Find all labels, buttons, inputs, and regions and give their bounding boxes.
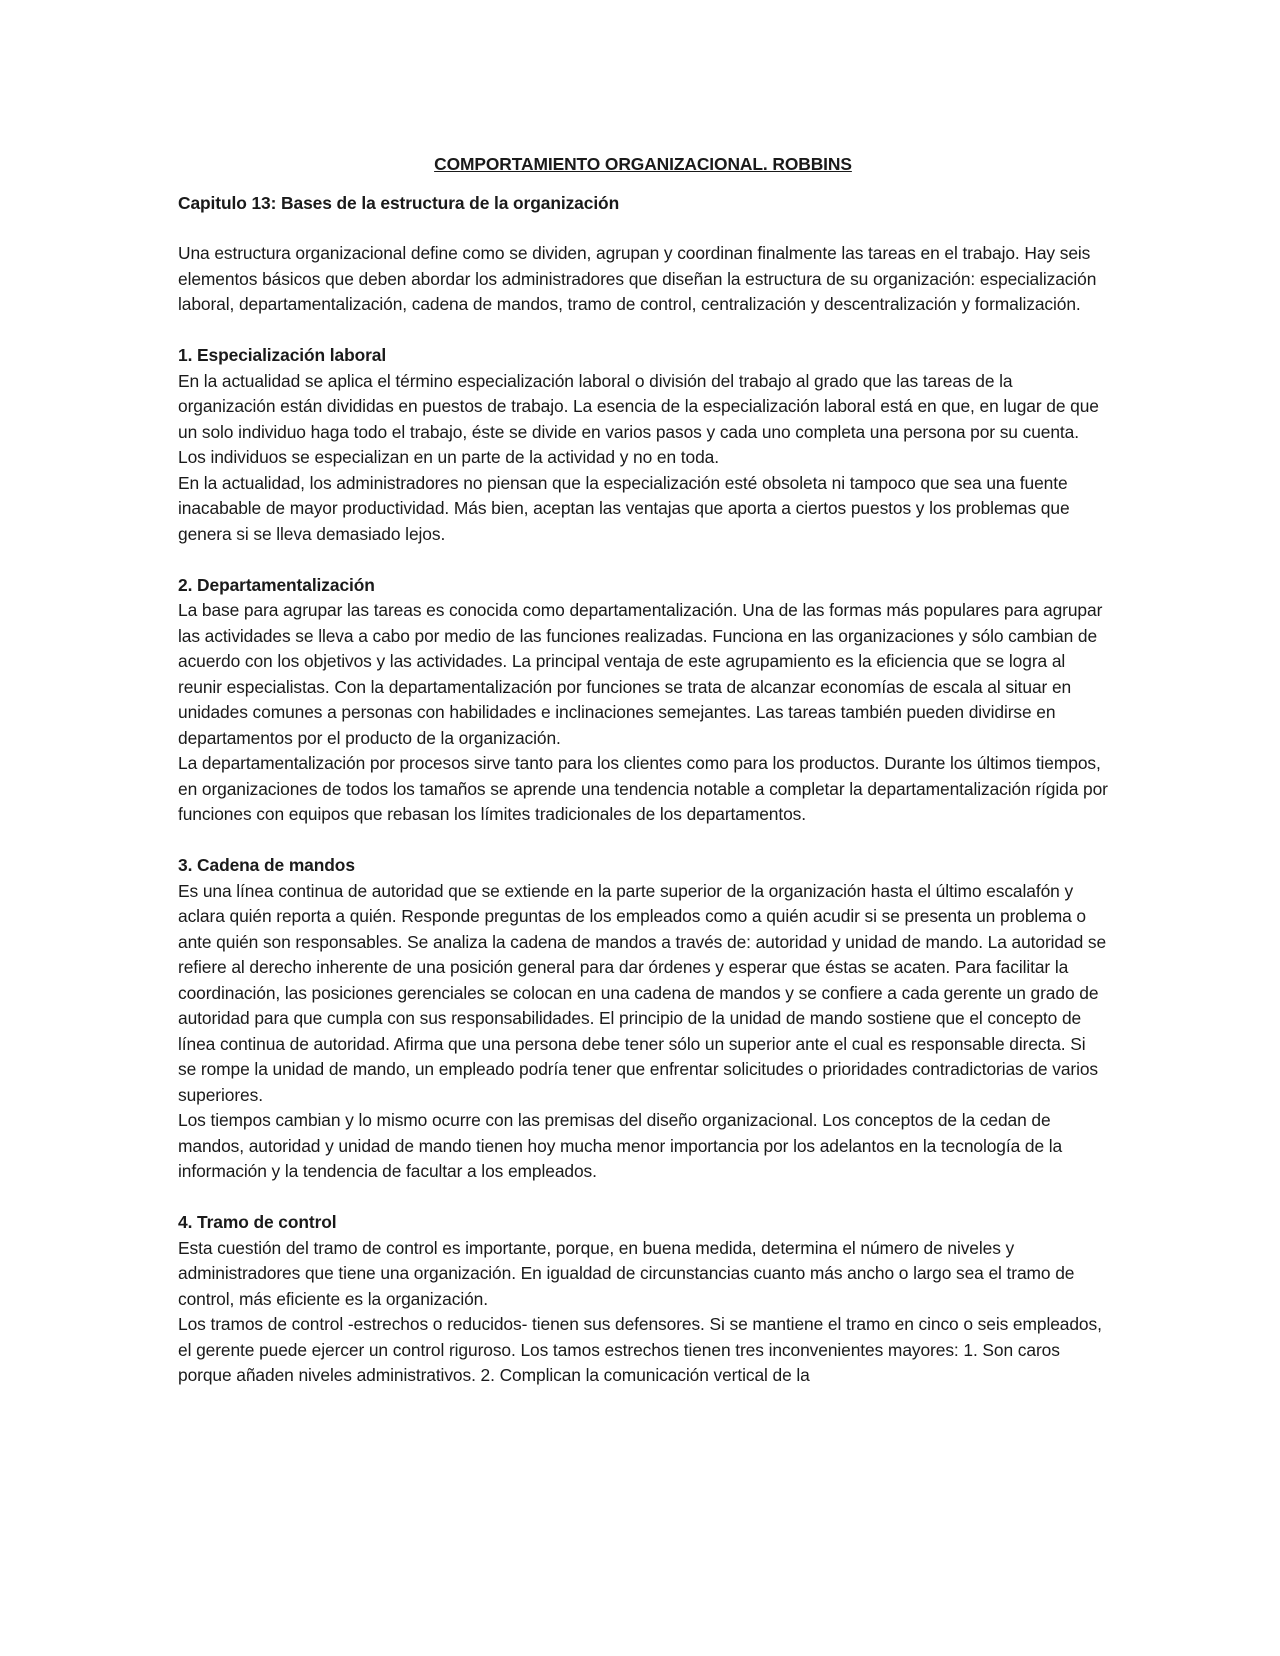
section-paragraph: Esta cuestión del tramo de control es importante, porque, en buena medida, determina el número de niveles y administradores que tiene una organización. En igualdad de circunstancias cuanto más ancho o largo sea el tramo de control, más eficiente es la organización. bbox=[178, 1237, 1075, 1309]
section-paragraph: Los tiempos cambian y lo mismo ocurre con las premisas del diseño organizacional. Los conceptos de la cedan de mandos, autoridad y unidad de mando tienen hoy mucha menor importancia por los adelantos en la tecnología de la información y la tendencia de facultar a los empleados. bbox=[178, 1110, 1063, 1181]
document-title: COMPORTAMIENTO ORGANIZACIONAL. ROBBINS bbox=[434, 154, 852, 174]
spacer bbox=[178, 318, 1108, 344]
section-title-tramo-de-control: 4. Tramo de control bbox=[178, 1212, 337, 1232]
section-paragraph: Los tramos de control -estrechos o reducidos- tienen sus defensores. Si se mantiene el tramo en cinco o seis empleados, el gerente puede ejercer un control riguroso. Los tamos estrechos tienen tres inconvenientes mayores: 1. Son caros porque añaden niveles administrativos. 2. Complican la comunicación vertical de la bbox=[178, 1314, 1102, 1385]
section-title-cadena-de-mandos: 3. Cadena de mandos bbox=[178, 855, 355, 875]
spacer bbox=[178, 828, 1108, 854]
intro-paragraph: Una estructura organizacional define como se dividen, agrupan y coordinan finalmente las tareas en el trabajo. Hay seis elementos básicos que deben abordar los administradores que diseñan la estructura de su organización: especialización laboral, departamentalización, cadena de mandos, tramo de control, centralización y descentralización y formalización. bbox=[178, 243, 1097, 314]
section-paragraph: Es una línea continua de autoridad que se extiende en la parte superior de la organización hasta el último escalafón y aclara quién reporta a quién. Responde preguntas de los empleados como a quién acudir si se presenta un problema o ante quién son responsables. Se analiza la cadena de mandos a través de: autoridad y unidad de mando. La autoridad se refiere al derecho inherente de una posición general para dar órdenes y esperar que éstas se acaten. Para facilitar la coordinación, las posiciones gerenciales se colocan en una cadena de mandos y se confiere a cada gerente un grado de autoridad para que cumpla con sus responsabilidades. El principio de la unidad de mando sostiene que el concepto de línea continua de autoridad. Afirma que una persona debe tener sólo un superior ante el cual es responsable directa. Si se rompe la unidad de mando, un empleado podría tener que enfrentar solicitudes o prioridades contradictorias de varios superiores. bbox=[178, 880, 1107, 1105]
section-paragraph: La base para agrupar las tareas es conocida como departamentalización. Una de las formas más populares para agrupar las actividades se lleva a cabo por medio de las funciones realizadas. Funciona en las organizaciones y sólo cambian de acuerdo con los objetivos y las actividades. La principal ventaja de este agrupamiento es la eficiencia que se logra al reunir especialistas. Con la departamentalización por funciones se trata de alcanzar economías de escala al situar en unidades comunes a personas con habilidades e inclinaciones semejantes. Las tareas también pueden dividirse en departamentos por el producto de la organización. bbox=[178, 600, 1103, 748]
spacer bbox=[178, 1185, 1108, 1211]
document-body bbox=[178, 152, 1108, 1389]
spacer bbox=[178, 547, 1108, 573]
section-paragraph: En la actualidad se aplica el término especialización laboral o división del trabajo al grado que las tareas de la organización están divididas en puestos de trabajo. La esencia de la especialización laboral está en que, en lugar de que un solo individuo haga todo el trabajo, éste se divide en varios pasos y cada uno completa una persona por su cuenta. Los individuos se especializan en un parte de la actividad y no en toda. bbox=[178, 370, 1099, 467]
section-paragraph: En la actualidad, los administradores no piensan que la especialización esté obsoleta ni tampoco que sea una fuente inacabable de mayor productividad. Más bien, aceptan las ventajas que aporta a ciertos puestos y los problemas que genera si se lleva demasiado lejos. bbox=[178, 472, 1070, 544]
section-paragraph: La departamentalización por procesos sirve tanto para los clientes como para los productos. Durante los últimos tiempos, en organizaciones de todos los tamaños se aprende una tendencia notable a completar la departamentalización rígida por funciones con equipos que rebasan los límites tradicionales de los departamentos. bbox=[178, 753, 1108, 824]
section-title-departamentalizacion: 2. Departamentalización bbox=[178, 574, 375, 595]
section-title-especializacion: 1. Especialización laboral bbox=[178, 345, 387, 365]
chapter-heading: Capitulo 13: Bases de la estructura de la organización bbox=[178, 192, 620, 213]
